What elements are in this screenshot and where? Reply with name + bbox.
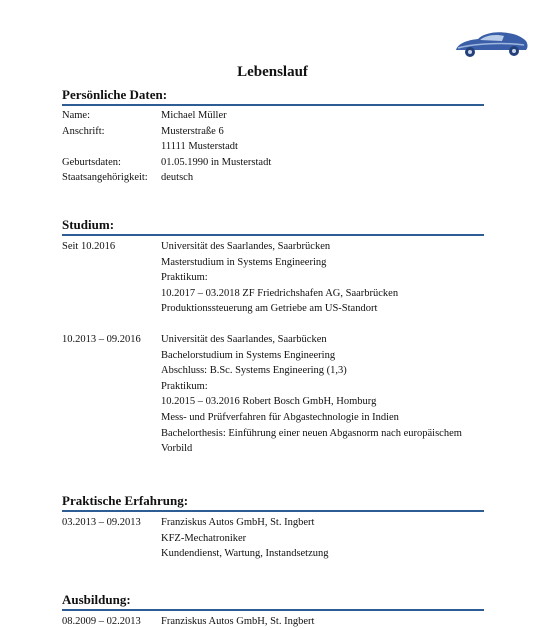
entry-line: Praktikum: xyxy=(161,380,208,392)
entry-date: 03.2013 – 09.2013 xyxy=(62,517,141,528)
praxis-entry xyxy=(62,515,484,562)
row-label: Anschrift: xyxy=(62,125,105,137)
personal-row-address xyxy=(62,124,484,140)
section-studium xyxy=(62,216,484,457)
row-label xyxy=(62,139,161,155)
personal-row-name xyxy=(62,108,484,124)
personal-row-birth xyxy=(62,155,484,171)
row-value: deutsch xyxy=(161,172,194,184)
document-title: Lebenslauf xyxy=(237,64,308,80)
row-value: Musterstraße 6 xyxy=(161,125,224,137)
row-value: Michael Müller xyxy=(161,110,227,121)
personal-row-nationality xyxy=(62,170,484,186)
row-value: 11111 Musterstadt xyxy=(161,141,238,153)
entry-lines xyxy=(161,239,484,317)
entry-line: Bachelorthesis: Einführung einer neuen Abgasnorm nach europäischem xyxy=(161,427,462,439)
entry-line: Franziskus Autos GmbH, St. Ingbert xyxy=(161,616,315,627)
entry-line: 10.2017 – 03.2018 ZF Friedrichshafen AG, Saarbrücken xyxy=(161,287,399,299)
entry-line: Bachelorstudium in Systems Engineering xyxy=(161,349,336,361)
entry-lines xyxy=(161,515,484,562)
ausbildung-entry xyxy=(62,614,484,630)
section-divider xyxy=(62,104,484,106)
entry-date: Seit 10.2016 xyxy=(62,241,116,252)
section-divider xyxy=(62,609,484,611)
section-divider xyxy=(62,510,484,512)
studium-entry-bachelor xyxy=(62,332,484,457)
row-value: 01.05.1990 in Musterstadt xyxy=(161,156,272,168)
personal-rows xyxy=(62,108,484,186)
row-label: Geburtsdaten: xyxy=(62,156,121,168)
entry-line: Universität des Saarlandes, Saarbücken xyxy=(161,333,327,345)
entry-line: Franziskus Autos GmbH, St. Ingbert xyxy=(161,517,315,528)
section-heading: Persönliche Daten: xyxy=(62,87,168,102)
section-divider xyxy=(62,234,484,236)
section-praxis xyxy=(62,492,484,562)
entry-line: Vorbild xyxy=(161,443,193,455)
studium-entry-master xyxy=(62,239,484,317)
section-personal xyxy=(62,86,484,186)
entry-line: Produktionssteuerung am Getriebe am US-Standort xyxy=(161,303,378,315)
entry-line: Kundendienst, Wartung, Instandsetzung xyxy=(161,548,329,560)
entry-line: Masterstudium in Systems Engineering xyxy=(161,256,327,268)
section-ausbildung xyxy=(62,591,484,630)
entry-line: Mess- und Prüfverfahren für Abgastechnologie in Indien xyxy=(161,411,399,423)
personal-row-city xyxy=(62,139,484,155)
car-logo-icon xyxy=(452,28,530,62)
entry-date: 10.2013 – 09.2016 xyxy=(62,333,141,345)
row-label: Staatsangehörigkeit: xyxy=(62,172,148,184)
section-heading: Praktische Erfahrung: xyxy=(62,493,189,508)
entry-lines xyxy=(161,614,484,630)
section-heading: Ausbildung: xyxy=(62,592,131,607)
entry-line: Praktikum: xyxy=(161,272,208,284)
entry-date: 08.2009 – 02.2013 xyxy=(62,616,141,627)
section-heading: Studium: xyxy=(62,217,115,232)
entry-line: Universität des Saarlandes, Saarbrücken xyxy=(161,241,331,252)
entry-line: Abschluss: B.Sc. Systems Engineering (1,3) xyxy=(161,365,347,377)
entry-line: 10.2015 – 03.2016 Robert Bosch GmbH, Homburg xyxy=(161,396,377,408)
entry-lines xyxy=(161,332,484,457)
row-label: Name: xyxy=(62,110,90,121)
entry-line: KFZ-Mechatroniker xyxy=(161,532,247,544)
